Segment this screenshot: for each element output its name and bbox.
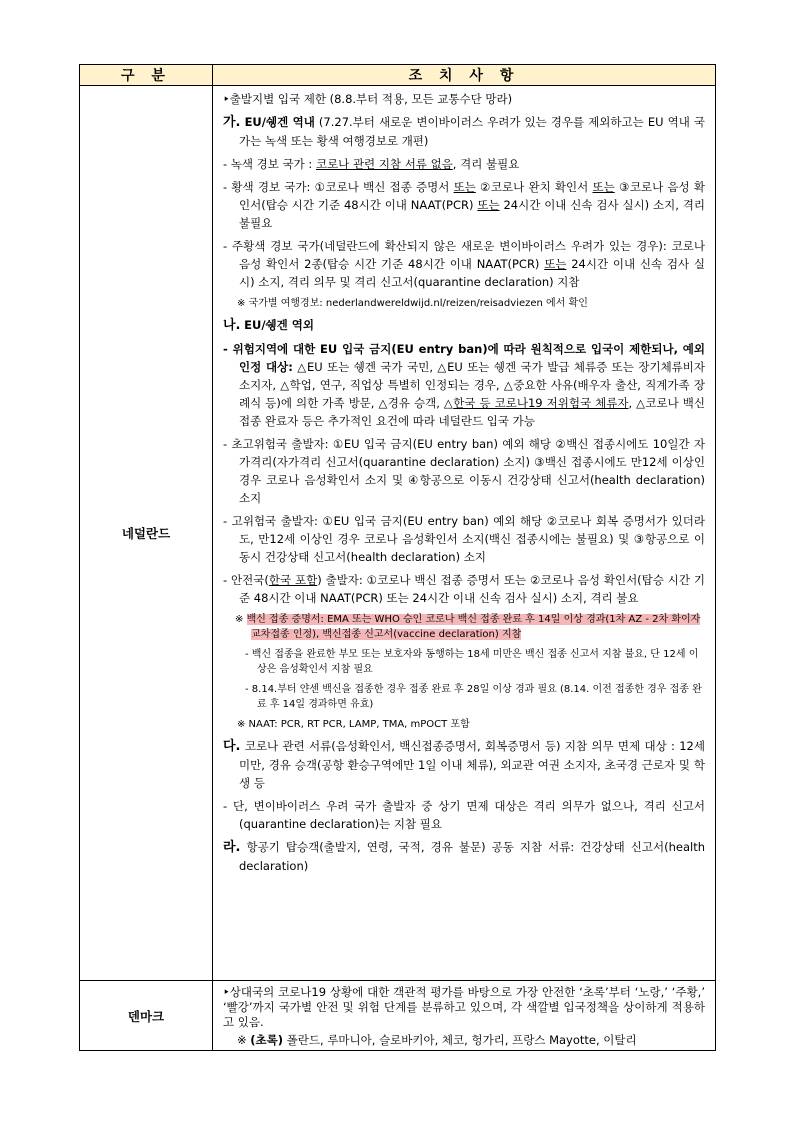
header-measures: 조 치 사 항	[213, 65, 716, 86]
nl-janssen-note: - 8.14.부터 얀센 백신을 접종한 경우 접종 완료 후 28일 이상 경과 필요 (8.14. 이전 접종한 경우 접종 완료 후 14일 경과하면 유효)	[245, 684, 702, 710]
header-category: 구 분	[80, 65, 213, 86]
nl-high-risk: - 고위험국 출발자: ①EU 입국 금지(EU entry ban) 예외 해당 ②코로나 회복 증명서가 있더라도, 만12세 이상인 경우 코로나 음성확인서 소지(백신 접종시에는 불필요) 및 ③항공으로 이동시 건강상태 신고서(health declaration) 소지	[223, 514, 705, 564]
highlighted-text: 백신 접종 증명서: EMA 또는 WHO 승인 코로나 백신 접종 완료 후 14일 이상 경과(1차 AZ - 2차 화이자 교차접종 인정), 백신접종 신고서(vaccine declaration) 지참	[246, 614, 701, 640]
nl-intro: ‣출발지별 입국 제한 (8.8.부터 적용, 모든 교통수단 망라)	[223, 92, 513, 106]
netherlands-measures	[213, 86, 716, 981]
nl-green-alert: - 녹색 경보 국가 : 코로나 관련 지참 서류 없음, 격리 불필요	[223, 157, 520, 171]
table-header-row	[80, 65, 716, 86]
nl-safe-country: - 안전국(한국 포함) 출발자: ①코로나 백신 접종 증명서 또는 ②코로나 음성 확인서(탑승 시간 기준 48시간 이내 NAAT(PCR) 또는 24시간 이내 신속 검사 실시) 소지, 격리 불요	[223, 573, 705, 605]
nl-risk-area-entry-ban: - 위험지역에 대한 EU 입국 금지(EU entry ban)에 따라 원칙적으로 입국이 제한되나, 예외 인정 대상: △EU 또는 쉥겐 국가 국민, △EU 또는 쉥겐 국가 발급 체류증 또는 장기체류비자 소지자, △학업, 연구, 직업상 특별히 인정되는 경우, △중요한 사유(배우자 출산, 직계가족 장례식 등)에 의한 가족 방문, △경유 승객, △한국 등 코로나19 저위험국 체류자, △코로나 백신 접종 완료자 등은 추가적인 요건에 따라 네덜란드 입국 가능	[223, 342, 706, 428]
nl-yellow-alert: - 황색 경보 국가: ①코로나 백신 접종 증명서 또는 ②코로나 완치 확인서 또는 ③코로나 음성 확인서(탑승 시간 기준 48시간 이내 NAAT(PCR) 또는 24시간 이내 신속 검사 실시) 소지, 격리 불필요	[223, 180, 705, 230]
denmark-measures	[213, 981, 716, 1051]
nl-minor-note: - 백신 접종을 완료한 부모 또는 보호자와 동행하는 18세 미만은 백신 접종 신고서 지참 불요, 단 12세 이상은 음성확인서 지참 필요	[245, 649, 699, 675]
nl-section-c: 다. 코로나 관련 서류(음성확인서, 백신접종증명서, 회복증명서 등) 지참 의무 면제 대상 : 12세 미만, 경유 승객(공항 환승구역에만 1일 이내 체류), 외교관 여권 소지자, 초국경 근로자 및 학생 등	[223, 739, 705, 790]
nl-section-a: 가. EU/쉥겐 역내 (7.27.부터 새로운 변이바이러스 우려가 있는 경우를 제외하고는 EU 역내 국가는 녹색 또는 황색 여행경보로 개편)	[223, 115, 705, 148]
measures-table	[79, 64, 716, 1051]
country-netherlands: 네덜란드	[80, 86, 213, 981]
nl-section-d: 라. 항공기 탑승객(출발지, 연령, 국적, 경유 불문) 공동 지참 서류: 건강상태 신고서(health declaration)	[223, 840, 705, 873]
nl-vaccine-certificate-note: ※ 백신 접종 증명서: EMA 또는 WHO 승인 코로나 백신 접종 완료 후 14일 이상 경과(1차 AZ - 2차 화이자 교차접종 인정), 백신접종 신고서(vaccine declaration) 지참	[235, 614, 701, 640]
denmark-row	[80, 981, 716, 1051]
nl-very-high-risk: - 초고위험국 출발자: ①EU 입국 금지(EU entry ban) 예외 해당 ②백신 접종시에도 10일간 자가격리(자가격리 신고서(quarantine declaration) 소지) ③백신 접종시에도 만12세 이상인 경우 코로나 음성확인서 소지 및 ④항공으로 이동시 건강상태 신고서(health declaration) 소지	[223, 437, 705, 505]
dk-green-list: ※ (초록) 폴란드, 루마니아, 슬로바키아, 체코, 헝가리, 프랑스 Mayotte, 이탈리	[237, 1033, 637, 1047]
netherlands-row	[80, 86, 716, 981]
nl-travel-advice-note: ※ 국가별 여행경보: nederlandwereldwijd.nl/reizen/reisadviezen 에서 확인	[237, 298, 588, 309]
country-denmark: 덴마크	[80, 981, 213, 1051]
nl-orange-alert: - 주황색 경보 국가(네덜란드에 확산되지 않은 새로운 변이바이러스 우려가 있는 경우): 코로나 음성 확인서 2종(탑승 시간 기준 48시간 이내 NAAT(PCR) 또는 24시간 이내 신속 검사 실시) 소지, 격리 의무 및 격리 신고서(quarantine declaration) 지참	[223, 239, 705, 289]
nl-naat-note: ※ NAAT: PCR, RT PCR, LAMP, TMA, mPOCT 포함	[237, 719, 470, 730]
dk-intro: ‣상대국의 코로나19 상황에 대한 객관적 평가를 바탕으로 가장 안전한 ‘초록’부터 ‘노랑,’ ‘주황,’ ‘빨강’까지 국가별 안전 및 위험 단계를 분류하고 있으며, 각 색깔별 입국정책을 상이하게 적용하고 있음.	[223, 985, 705, 1029]
nl-section-c-sub: - 단, 변이바이러스 우려 국가 출발자 중 상기 면제 대상은 격리 의무가 없으나, 격리 신고서(quarantine declaration)는 지참 필요	[223, 799, 705, 831]
nl-section-b: 나. EU/쉥겐 역외	[223, 318, 314, 333]
